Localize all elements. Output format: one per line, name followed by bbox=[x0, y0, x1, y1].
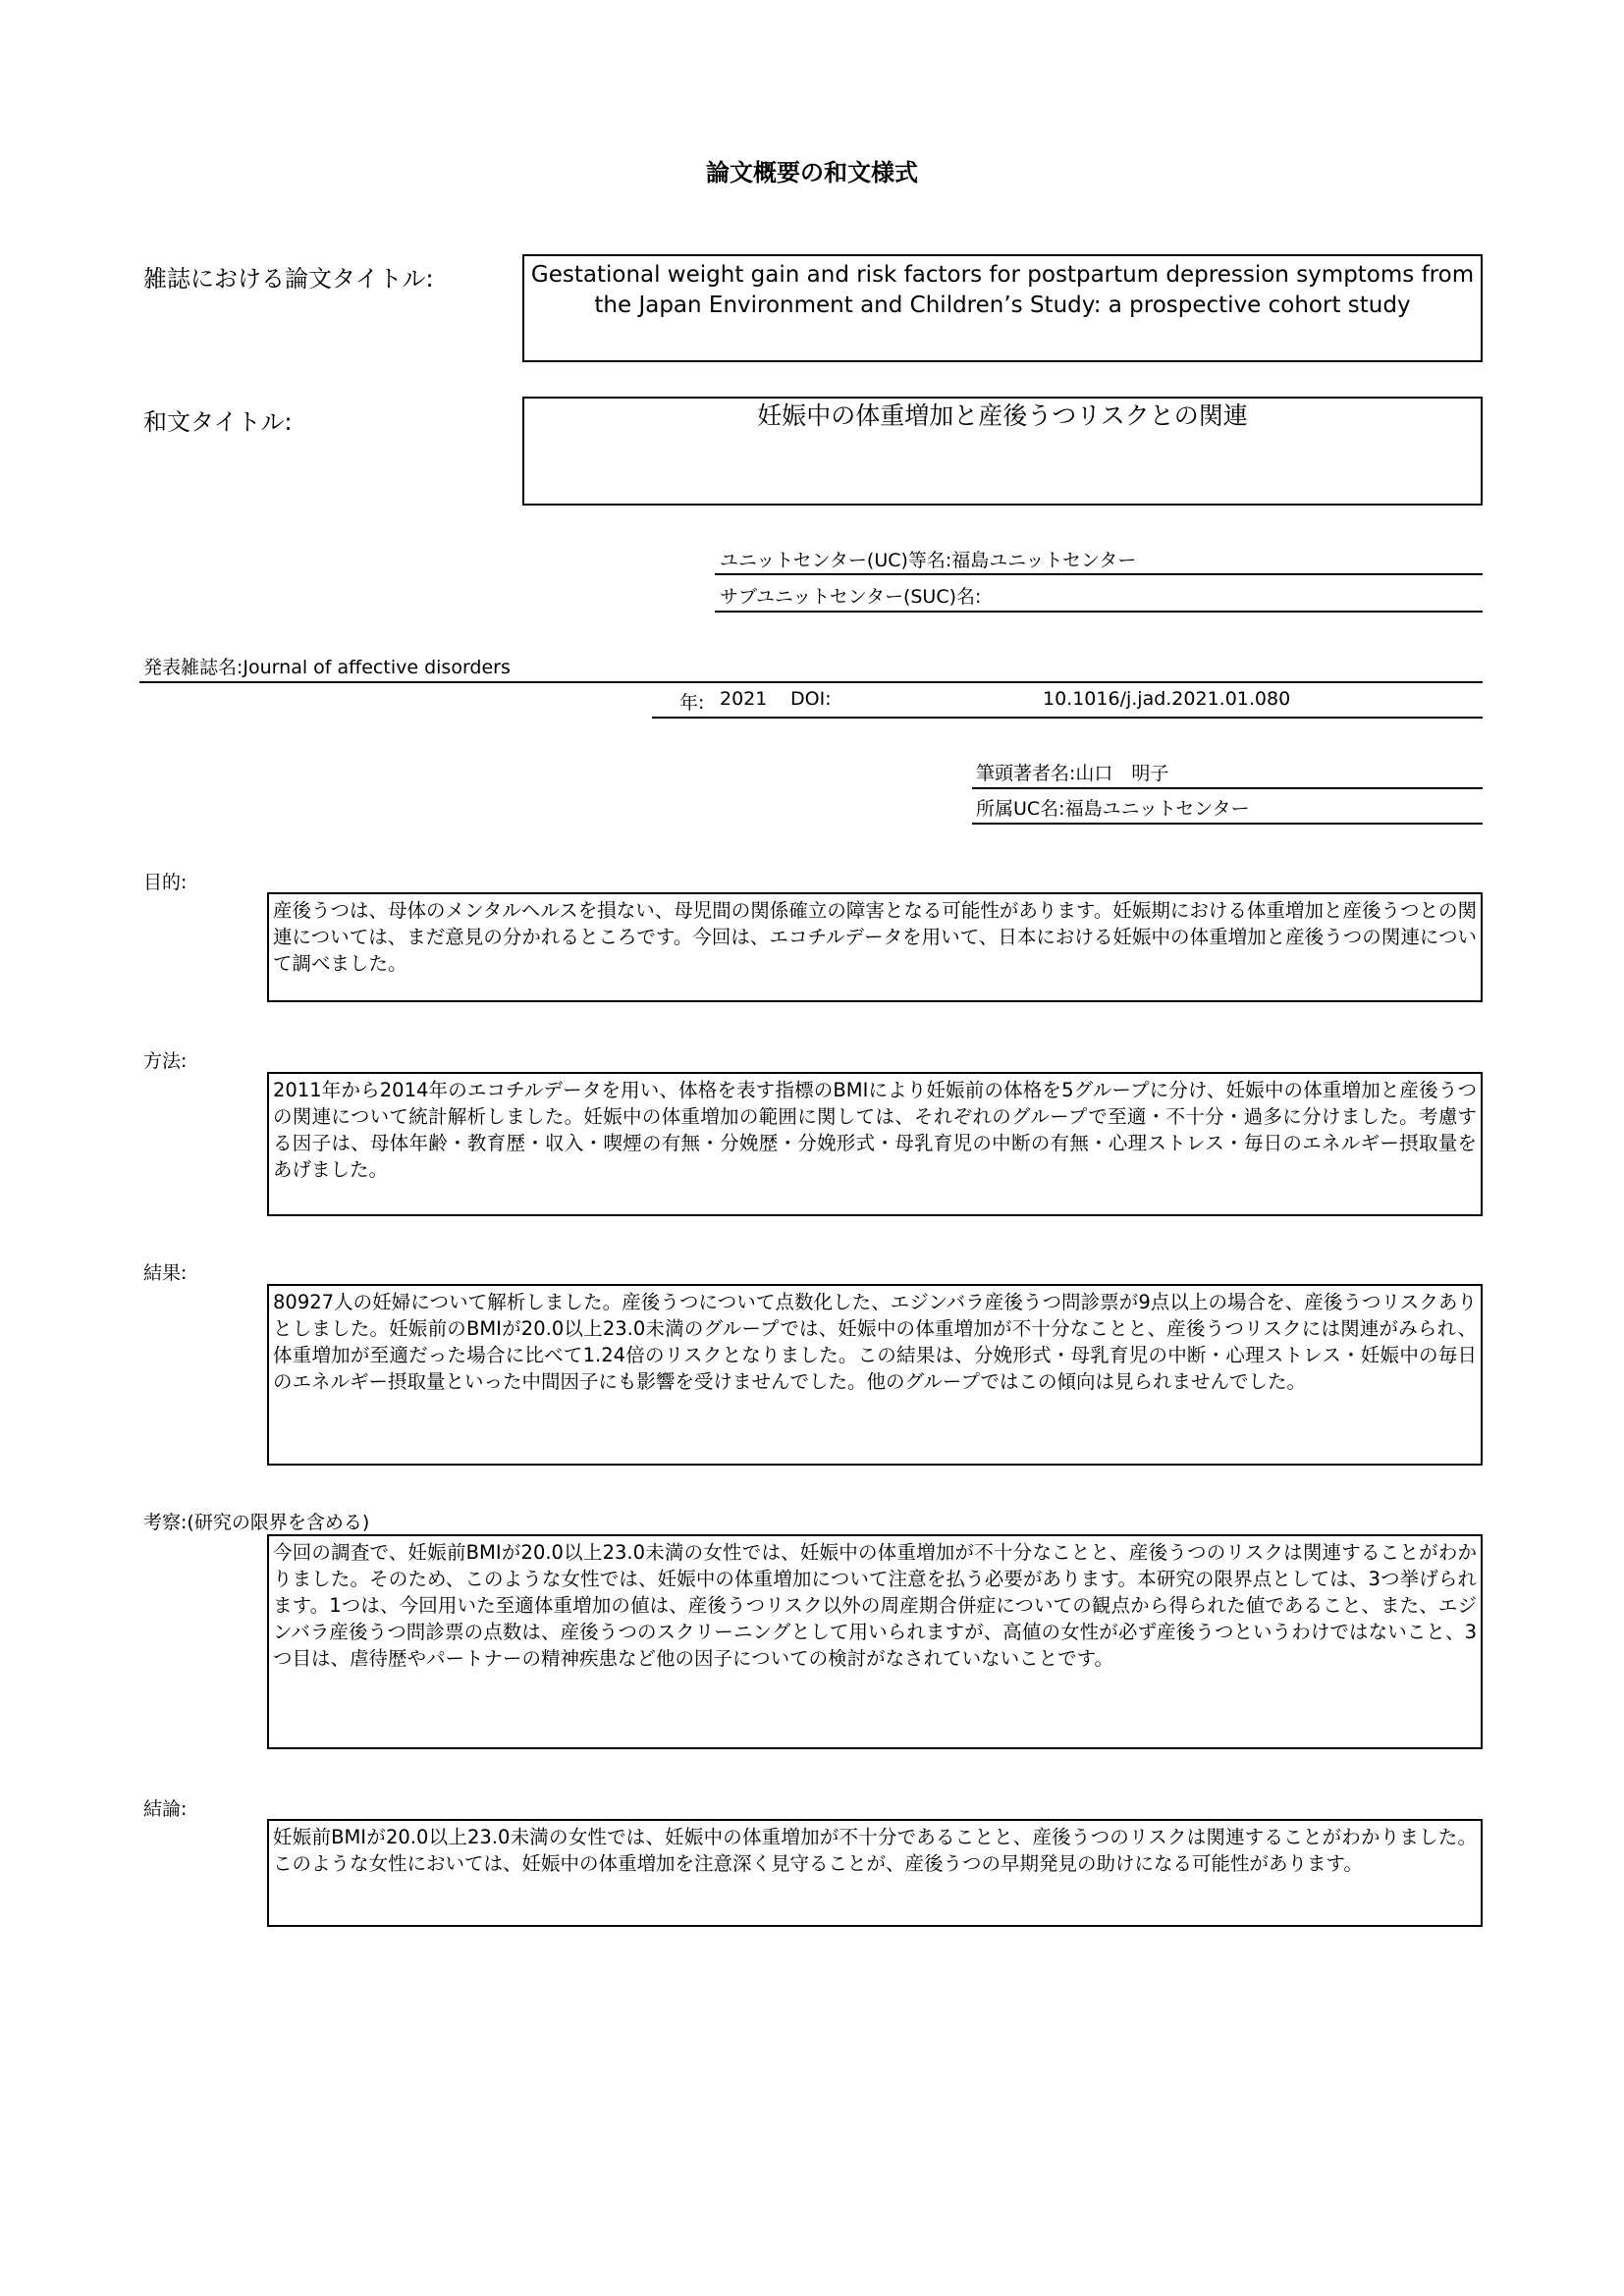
japanese-title-label: 和文タイトル: bbox=[143, 408, 293, 436]
conclusion-box bbox=[267, 1819, 1483, 1927]
page-title: 論文概要の和文様式 bbox=[706, 159, 918, 187]
japanese-title-box bbox=[522, 397, 1483, 506]
purpose-text: 産後うつは、母体のメンタルヘルスを損ない、母児間の関係確立の障害となる可能性があります。妊娠期における体重増加と産後うつとの関連については、まだ意見の分かれるところです。今回は、エコチルデータを用いて、日本における妊娠中の体重増加と産後うつの関連について調べました。 bbox=[273, 899, 1477, 975]
year-value: 2021 bbox=[720, 688, 768, 710]
method-text: 2011年から2014年のエコチルデータを用い、体格を表す指標のBMIにより妊娠前の体格を5グループに分け、妊娠中の体重増加と産後うつの関連について統計解析しました。妊娠中の体重増加の範囲に関しては、それぞれのグループで至適・不十分・過多に分けました。考慮する因子は、母体年齢・教育歴・収入・喫煙の有無・分娩歴・分娩形式・母乳育児の中断の有無・心理ストレス・毎日のエネルギー摂取量をあげました。 bbox=[273, 1079, 1477, 1181]
first-author: 筆頭著者名:山口 明子 bbox=[976, 763, 1169, 784]
doi-label: DOI: bbox=[790, 688, 832, 710]
sub-unit-center-name: サブユニットセンター(SUC)名: bbox=[720, 586, 982, 608]
divider bbox=[715, 573, 1483, 575]
conclusion-label: 結論: bbox=[143, 1798, 188, 1820]
method-label: 方法: bbox=[143, 1050, 188, 1072]
unit-center-name: ユニットセンター(UC)等名:福島ユニットセンター bbox=[720, 550, 1137, 571]
journal-title-box bbox=[522, 254, 1483, 362]
purpose-box bbox=[267, 892, 1483, 1002]
divider bbox=[715, 611, 1483, 613]
divider bbox=[972, 823, 1483, 825]
divider bbox=[652, 717, 1483, 719]
doi-value: 10.1016/j.jad.2021.01.080 bbox=[1043, 688, 1291, 710]
result-text: 80927人の妊婦について解析しました。産後うつについて点数化した、エジンバラ産後うつ問診票が9点以上の場合を、産後うつリスクありとしました。妊娠前のBMIが20.0以上23.0未満のグループでは、妊娠中の体重増加が不十分なことと、産後うつリスクには関連がみられ、体重増加が至適だった場合に比べて1.24倍のリスクとなりました。この結果は、分娩形式・母乳育児の中断・心理ストレス・妊娠中の毎日のエネルギー摂取量といった中間因子にも影響を受けませんでした。他のグループではこの傾向は見られませんでした。 bbox=[273, 1291, 1477, 1393]
divider bbox=[139, 681, 1483, 683]
journal-title-label: 雑誌における論文タイトル: bbox=[143, 265, 434, 293]
result-box bbox=[267, 1284, 1483, 1466]
journal-title-value: Gestational weight gain and risk factors for postpartum depression symptoms from the Japan Environment and Children’s Study: a prospective cohort study bbox=[530, 262, 1475, 318]
discussion-label: 考察:(研究の限界を含める) bbox=[143, 1512, 370, 1533]
japanese-title-value: 妊娠中の体重増加と産後うつリスクとの関連 bbox=[757, 401, 1248, 430]
result-label: 結果: bbox=[143, 1262, 188, 1284]
year-label: 年: bbox=[679, 692, 705, 714]
method-box bbox=[267, 1072, 1483, 1216]
discussion-box bbox=[267, 1534, 1483, 1749]
discussion-text: 今回の調査で、妊娠前BMIが20.0以上23.0未満の女性では、妊娠中の体重増加が不十分なことと、産後うつのリスクは関連することがわかりました。そのため、このような女性では、妊娠中の体重増加について注意を払う必要があります。本研究の限界点としては、3つ挙げられます。1つは、今回用いた至適体重増加の値は、産後うつリスク以外の周産期合併症についての観点から得られた値であること、また、エジンバラ産後うつ問診票の点数は、産後うつのスクリーニングとして用いられますが、高値の女性が必ず産後うつというわけではないこと、3つ目は、虐待歴やパートナーの精神疾患など他の因子についての検討がなされていないことです。 bbox=[273, 1541, 1477, 1670]
conclusion-text: 妊娠前BMIが20.0以上23.0未満の女性では、妊娠中の体重増加が不十分であることと、産後うつのリスクは関連することがわかりました。このような女性においては、妊娠中の体重増加を注意深く見守ることが、産後うつの早期発見の助けになる可能性があります。 bbox=[273, 1826, 1477, 1875]
journal-name: 発表雑誌名:Journal of affective disorders bbox=[143, 657, 511, 678]
divider bbox=[972, 787, 1483, 789]
purpose-label: 目的: bbox=[143, 872, 188, 893]
affiliation: 所属UC名:福島ユニットセンター bbox=[976, 798, 1250, 820]
